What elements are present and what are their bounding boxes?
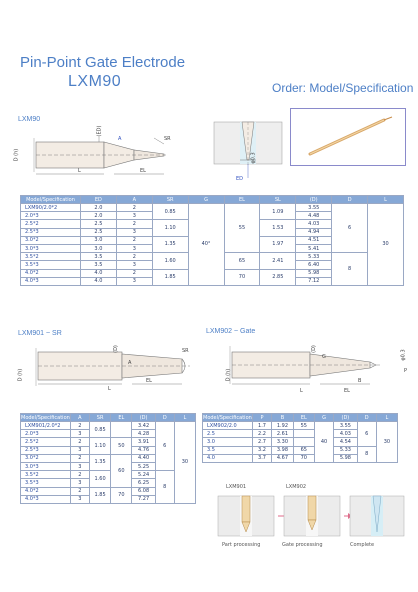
dim-d: D (h) (225, 368, 232, 382)
cell-model: 3.5*3 (21, 261, 81, 269)
cell-b: 3.98 (272, 446, 293, 454)
cell-d: 6 (332, 204, 368, 253)
table-header-row (21, 414, 196, 422)
process-label-lxm901: LXM901 (226, 484, 247, 490)
table-row (203, 422, 398, 430)
cell-dd: 5.98 (334, 454, 357, 462)
cell-b: 3.30 (272, 438, 293, 446)
cell-ed: 4.0 (80, 277, 116, 285)
cell-dd: 4.03 (296, 220, 332, 228)
table-row (203, 446, 398, 454)
cell-a: 3 (70, 430, 89, 438)
col-header: (D) (132, 414, 155, 422)
cell-model: 2.0*3 (21, 212, 81, 220)
cell-sr: 1.60 (152, 253, 188, 269)
cell-model: 2.5*2 (21, 438, 71, 446)
cell-dd: 6.40 (296, 261, 332, 269)
page-title: Pin-Point Gate Electrode (20, 54, 186, 71)
model-title: LXM90 (68, 73, 122, 90)
table-row (21, 422, 196, 430)
cell-model: 4.0*2 (21, 487, 71, 495)
cell-a: 2 (116, 220, 152, 228)
cell-ed: 2.5 (80, 228, 116, 236)
cell-d: 6 (357, 422, 376, 447)
cell-sl: 1.53 (260, 220, 296, 236)
cell-sl: 1.09 (260, 204, 296, 220)
cell-dd: 3.91 (132, 438, 155, 446)
dim-ed-tag: ED (236, 176, 244, 182)
cell-a: 3 (116, 277, 152, 285)
cell-d: 8 (332, 253, 368, 286)
dim-sr: SR (164, 136, 171, 142)
col-header: ED (80, 196, 116, 204)
dim-phi: φ0.3 (400, 349, 407, 361)
cell-p: 3.7 (252, 454, 271, 462)
col-header: A (70, 414, 89, 422)
dim-el: EL (140, 168, 146, 174)
section-label-lxm901: LXM901 ~ SR (18, 330, 62, 337)
cell-a: 3 (70, 462, 89, 470)
cell-l: 30 (368, 204, 404, 286)
cell-d: 8 (357, 446, 376, 462)
cell-a: 2 (116, 253, 152, 261)
order-label: Order: Model/Specification (272, 81, 414, 95)
cell-model: 3.0*3 (21, 244, 81, 252)
cell-model: 2.5*3 (21, 446, 71, 454)
cell-b: 4.67 (272, 454, 293, 462)
cell-sl: 2.85 (260, 269, 296, 285)
col-header: G (188, 196, 224, 204)
cell-model: 3.0 (203, 438, 253, 446)
col-header: L (376, 414, 397, 422)
cell-dd: 3.55 (334, 422, 357, 430)
cell-sr: 1.10 (89, 438, 110, 454)
cell-model: 2.5 (203, 430, 253, 438)
cell-model: 4.0*3 (21, 277, 81, 285)
table-row (21, 471, 196, 479)
cell-model: 2.5*3 (21, 228, 81, 236)
cell-ed: 2.5 (80, 220, 116, 228)
col-header: L (368, 196, 404, 204)
cell-el (111, 422, 132, 438)
cell-dd: 3.42 (132, 422, 155, 430)
cell-a: 3 (70, 479, 89, 487)
col-header: (D) (296, 196, 332, 204)
cell-dd: 5.98 (296, 269, 332, 277)
process-label-lxm902: LXM902 (286, 484, 307, 490)
dim-l: L (78, 168, 81, 174)
cell-dd: 7.27 (132, 495, 155, 503)
dim-el: EL (146, 378, 152, 384)
cell-el: 65 (224, 253, 260, 269)
cell-sr: 1.60 (89, 471, 110, 487)
col-header: (D) (334, 414, 357, 422)
caption-gate-processing: Gate processing (282, 542, 323, 548)
caption-complete: Complete (350, 542, 375, 548)
lxm90-drawing (14, 124, 204, 184)
cell-el: 55 (224, 204, 260, 253)
cell-el: 65 (293, 446, 314, 454)
dim-l: L (300, 388, 303, 394)
dim-a: A (128, 360, 132, 366)
cell-model: 3.0*3 (21, 462, 71, 470)
cell-p: 1.7 (252, 422, 271, 430)
dim-l: L (108, 386, 111, 392)
spec-table-lxm90 (20, 195, 404, 286)
cell-l: 30 (376, 422, 397, 463)
cell-el: 70 (224, 269, 260, 285)
col-header: P (252, 414, 271, 422)
cell-model: LXM902/2.0 (203, 422, 253, 430)
cell-dd: 4.48 (296, 212, 332, 220)
cell-dd: 4.40 (132, 454, 155, 462)
cell-dd: 5.33 (296, 253, 332, 261)
cell-a: 2 (70, 422, 89, 430)
dim-phi: φ0.3 (250, 152, 257, 164)
cell-b: 2.61 (272, 430, 293, 438)
cell-dd: 6.25 (132, 479, 155, 487)
cell-ed: 2.0 (80, 212, 116, 220)
cell-a: 2 (70, 471, 89, 479)
col-header: B (272, 414, 293, 422)
cell-model: 2.0*3 (21, 430, 71, 438)
cell-el: 60 (111, 454, 132, 487)
dim-d: D (h) (17, 368, 24, 382)
cell-dd: 3.55 (296, 204, 332, 212)
col-header: SR (152, 196, 188, 204)
cell-l: 30 (174, 422, 195, 504)
cell-a: 2 (116, 204, 152, 212)
cell-model: LXM90/2.0*2 (21, 204, 81, 212)
cell-model: LXM901/2.0*2 (21, 422, 71, 430)
cell-a: 3 (116, 244, 152, 252)
table-row (21, 204, 404, 212)
cell-a: 2 (70, 438, 89, 446)
cell-model: 3.0*2 (21, 454, 71, 462)
cell-a: 2 (70, 454, 89, 462)
col-header: A (116, 196, 152, 204)
col-header: Model/Specification (203, 414, 252, 421)
cell-dd: 7.12 (296, 277, 332, 285)
cell-dd: 4.76 (132, 446, 155, 454)
cell-el: 70 (111, 487, 132, 503)
dim-sr: SR (182, 348, 189, 354)
cell-a: 3 (70, 495, 89, 503)
cell-p: 2.7 (252, 438, 271, 446)
cell-dd: 4.94 (296, 228, 332, 236)
cell-b: 1.92 (272, 422, 293, 430)
cell-dd: 4.03 (334, 430, 357, 438)
dim-dd: (D) (310, 345, 317, 353)
cell-sr: 1.85 (89, 487, 110, 503)
cell-el (293, 438, 314, 446)
cell-model: 4.0*3 (21, 495, 71, 503)
cell-ed: 3.0 (80, 244, 116, 252)
cell-d: 8 (155, 471, 174, 504)
col-header: SL (260, 196, 296, 204)
col-header: SR (89, 414, 110, 422)
dim-d: D (h) (13, 148, 20, 162)
cell-ed: 3.5 (80, 261, 116, 269)
cell-el (293, 430, 314, 438)
gate-detail-drawing (212, 120, 284, 180)
col-header: Model/Specification (21, 196, 81, 204)
cell-g: 40 (314, 422, 333, 463)
cell-dd: 4.51 (296, 236, 332, 244)
spec-table-lxm901 (20, 413, 196, 504)
cell-dd: 5.25 (132, 462, 155, 470)
cell-model: 3.5 (203, 446, 253, 454)
col-header: Model/Specification (21, 414, 70, 421)
cell-model: 4.0 (203, 454, 253, 462)
lxm901-drawing (12, 338, 202, 394)
col-header: EL (224, 196, 260, 204)
cell-g: 40° (188, 204, 224, 286)
cell-a: 2 (116, 236, 152, 244)
cell-model: 3.5*3 (21, 479, 71, 487)
cell-ed: 2.0 (80, 204, 116, 212)
col-header: D (357, 414, 376, 422)
cell-sr: 0.85 (152, 204, 188, 220)
cell-el: 55 (293, 422, 314, 430)
cell-sr: 1.10 (152, 220, 188, 236)
cell-a: 2 (116, 269, 152, 277)
col-header: EL (111, 414, 132, 422)
process-diagram (216, 494, 406, 538)
cell-sl: 1.97 (260, 236, 296, 252)
col-header: D (155, 414, 174, 422)
cell-dd: 4.28 (132, 430, 155, 438)
cell-sl: 2.41 (260, 253, 296, 269)
dim-b: B (358, 378, 362, 384)
col-header: D (332, 196, 368, 204)
cell-model: 3.5*2 (21, 471, 71, 479)
table-header-row (21, 196, 404, 204)
spec-table-lxm902 (202, 413, 398, 463)
dim-ed: (ED) (96, 125, 103, 137)
section-label-lxm902: LXM902 ~ Gate (206, 328, 256, 335)
dim-p: P (404, 368, 408, 374)
cell-ed: 4.0 (80, 269, 116, 277)
cell-sr: 1.85 (152, 269, 188, 285)
section-label-lxm90: LXM90 (18, 116, 41, 123)
cell-ed: 3.5 (80, 253, 116, 261)
cell-el: 50 (111, 438, 132, 454)
cell-model: 3.0*2 (21, 236, 81, 244)
dim-el: EL (344, 388, 350, 394)
col-header: G (314, 414, 333, 422)
cell-a: 3 (116, 212, 152, 220)
dim-g: G (322, 354, 326, 360)
col-header: EL (293, 414, 314, 422)
electrode-photo (300, 114, 396, 160)
cell-a: 2 (70, 487, 89, 495)
cell-p: 3.2 (252, 446, 271, 454)
cell-model: 2.5*2 (21, 220, 81, 228)
table-header-row (203, 414, 398, 422)
dim-dd: (D) (112, 345, 119, 353)
cell-a: 3 (116, 261, 152, 269)
col-header: L (174, 414, 195, 422)
cell-model: 3.5*2 (21, 253, 81, 261)
cell-a: 3 (116, 228, 152, 236)
dim-a: A (118, 136, 122, 142)
cell-a: 3 (70, 446, 89, 454)
cell-dd: 6.08 (132, 487, 155, 495)
cell-sr: 1.35 (89, 454, 110, 470)
cell-el: 70 (293, 454, 314, 462)
cell-sr: 0.85 (89, 422, 110, 438)
cell-dd: 5.41 (296, 244, 332, 252)
cell-sr: 1.35 (152, 236, 188, 252)
cell-p: 2.2 (252, 430, 271, 438)
cell-dd: 5.24 (132, 471, 155, 479)
cell-model: 4.0*2 (21, 269, 81, 277)
cell-dd: 5.33 (334, 446, 357, 454)
cell-d: 6 (155, 422, 174, 471)
caption-part-processing: Part processing (222, 542, 261, 548)
cell-dd: 4.54 (334, 438, 357, 446)
cell-ed: 3.0 (80, 236, 116, 244)
